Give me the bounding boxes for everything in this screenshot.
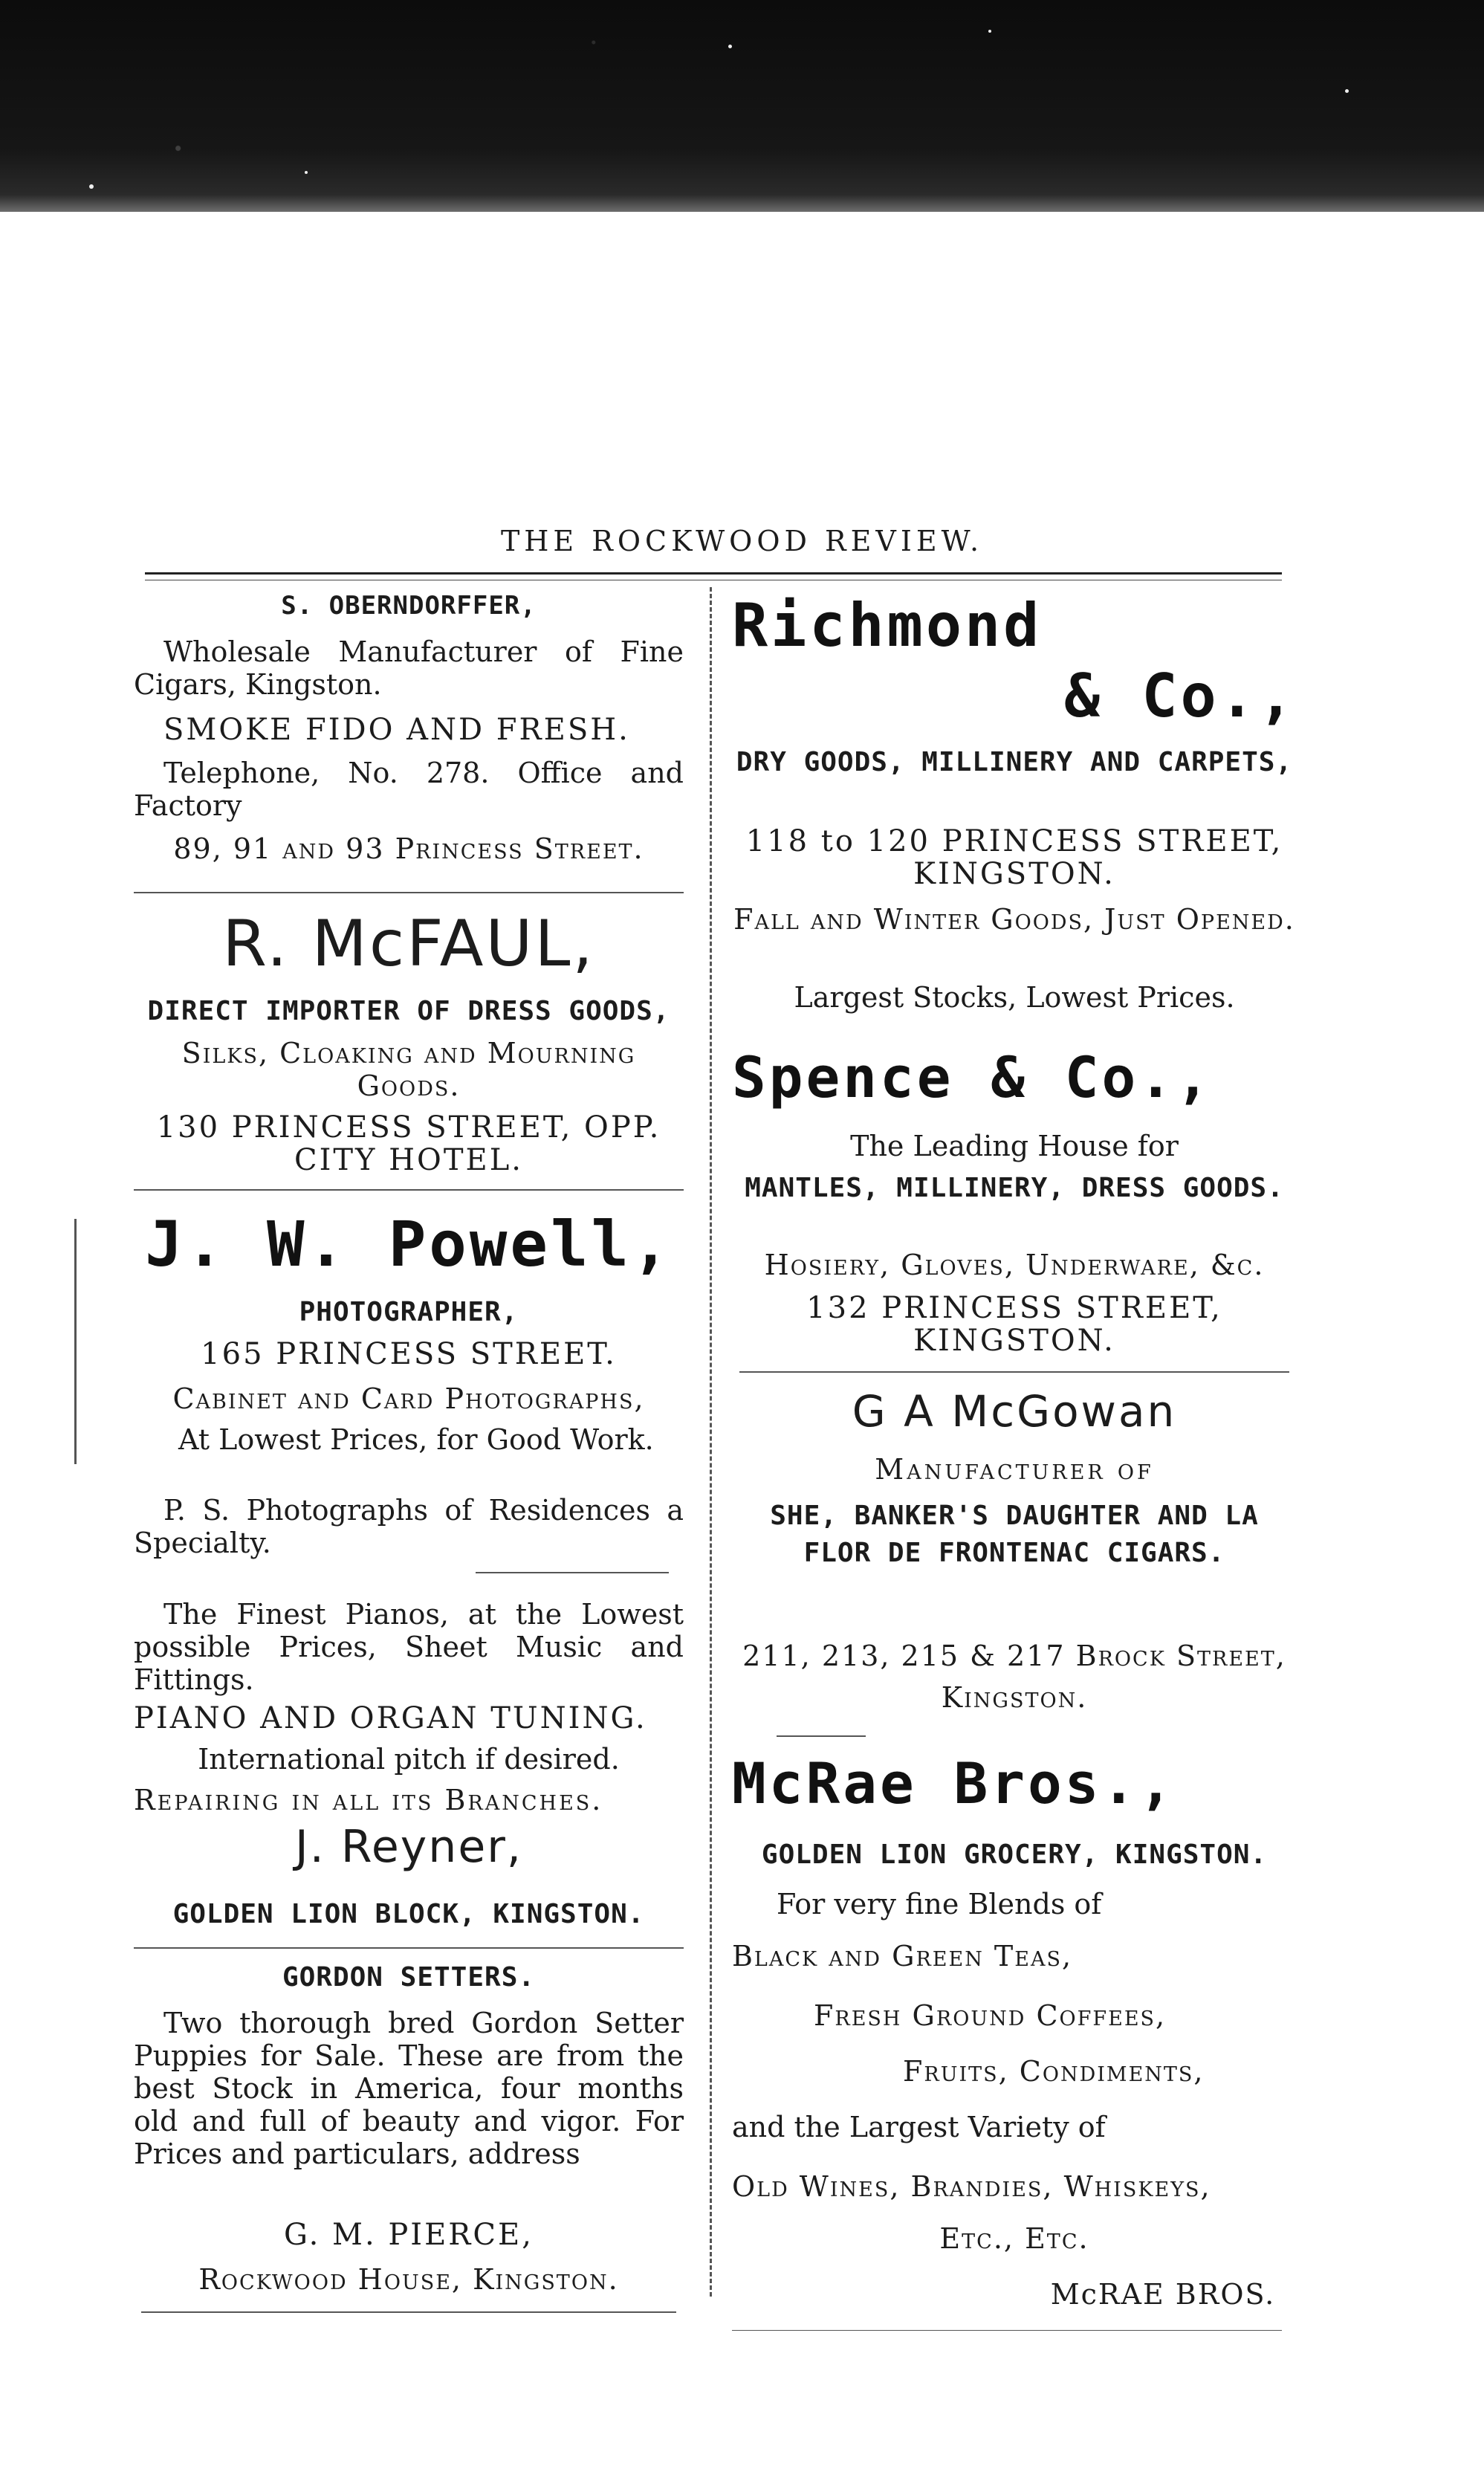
richmond-goods: DRY GOODS, MILLINERY AND CARPETS,	[736, 747, 1293, 777]
header-rule	[145, 572, 1282, 575]
divider	[134, 1189, 684, 1191]
mcrae-etc: Etc., Etc.	[939, 2222, 1089, 2255]
spence-mantles: MANTLES, MILLINERY, DRESS GOODS.	[745, 1173, 1284, 1203]
reyner-repairing: Repairing in all its Branches.	[134, 1784, 603, 1816]
powell-name: J. W. Powell,	[145, 1208, 673, 1281]
oberndorffer-brands: SMOKE FIDO AND FRESH.	[163, 713, 630, 747]
gordon-title: GORDON SETTERS.	[282, 1962, 536, 1993]
mcrae-name: McRae Bros.,	[732, 1750, 1176, 1816]
margin-mark	[74, 1219, 79, 1464]
scan-dark-band	[0, 0, 1484, 212]
mcrae-variety: and the Largest Variety of	[732, 2111, 1106, 2143]
richmond-name: Richmond	[732, 591, 1043, 660]
oberndorffer-telephone: Telephone, No. 278. Office and Factory	[134, 757, 684, 822]
mcrae-grocery: GOLDEN LION GROCERY, KINGSTON.	[761, 1839, 1268, 1870]
spence-hosiery: Hosiery, Gloves, Underware, &c.	[764, 1249, 1265, 1281]
column-divider	[710, 587, 714, 2297]
mcrae-blends: For very fine Blends of	[777, 1888, 1102, 1920]
oberndorffer-business: Wholesale Manufacturer of Fine Cigars, Kingston.	[134, 635, 684, 701]
spence-address: 132 PRINCESS STREET, KINGSTON.	[806, 1291, 1222, 1358]
powell-residences: P. S. Photographs of Residences a Specialty.	[134, 1494, 684, 1559]
scan-speck	[988, 30, 991, 33]
scan-speck	[305, 171, 308, 174]
mcfaul-goods: Silks, Cloaking and Mourning Goods.	[181, 1037, 636, 1102]
mcrae-fruits: Fruits, Condiments,	[903, 2055, 1205, 2088]
powell-photographer: PHOTOGRAPHER,	[299, 1297, 519, 1327]
mcgowan-address: 211, 213, 215 & 217 Brock Street, Kingston.	[742, 1640, 1286, 1714]
reyner-name: J. Reyner,	[295, 1821, 522, 1873]
spence-leading: The Leading House for	[850, 1130, 1179, 1162]
mcfaul-importer: DIRECT IMPORTER OF DRESS GOODS,	[147, 996, 670, 1026]
mcrae-wines: Old Wines, Brandies, Whiskeys,	[732, 2170, 1211, 2203]
richmond-stocks: Largest Stocks, Lowest Prices.	[794, 981, 1235, 1014]
richmond-co: & Co.,	[1064, 661, 1297, 731]
richmond-season: Fall and Winter Goods, Just Opened.	[733, 903, 1295, 936]
oberndorffer-name: S. OBERNDORFFER,	[281, 591, 537, 621]
reyner-block: GOLDEN LION BLOCK, KINGSTON.	[172, 1899, 645, 1929]
divider	[739, 1371, 1289, 1373]
divider	[777, 1735, 866, 1737]
scan-speck	[89, 184, 94, 189]
mcfaul-name: R. McFAUL,	[222, 907, 595, 981]
divider	[134, 892, 684, 893]
scan-speck	[1345, 89, 1349, 93]
divider	[732, 2330, 1282, 2331]
mcgowan-brands: SHE, BANKER'S DAUGHTER AND LA FLOR DE FRONTENAC CIGARS.	[770, 1501, 1259, 1568]
mcfaul-address: 130 PRINCESS STREET, OPP. CITY HOTEL.	[156, 1110, 661, 1177]
mcgowan-name: G A McGowan	[852, 1386, 1177, 1437]
mcrae-signature: McRAE BROS.	[1050, 2278, 1276, 2311]
mcgowan-manufacturer: Manufacturer of	[875, 1453, 1154, 1486]
running-head: THE ROCKWOOD REVIEW.	[500, 525, 984, 557]
divider	[476, 1572, 669, 1573]
mcrae-coffees: Fresh Ground Coffees,	[814, 1999, 1167, 2032]
reyner-tuning: PIANO AND ORGAN TUNING.	[134, 1701, 647, 1735]
gordon-body: Two thorough bred Gordon Setter Puppies for Sale. These are from the best Stock in America, four months old and full of beauty and vigor. For Prices and particulars, address	[134, 2007, 684, 2170]
reyner-pitch: International pitch if desired.	[198, 1743, 620, 1776]
gordon-name: G. M. PIERCE,	[284, 2218, 534, 2252]
richmond-address: 118 to 120 PRINCESS STREET, KINGSTON.	[745, 824, 1283, 891]
divider	[134, 1947, 684, 1949]
oberndorffer-address: 89, 91 and 93 Princess Street.	[173, 832, 644, 865]
powell-address: 165 PRINCESS STREET.	[201, 1337, 617, 1371]
mcrae-teas: Black and Green Teas,	[732, 1940, 1073, 1973]
reyner-pianos: The Finest Pianos, at the Lowest possible Prices, Sheet Music and Fittings.	[134, 1598, 684, 1696]
divider	[141, 2311, 676, 2313]
powell-prices: At Lowest Prices, for Good Work.	[178, 1423, 654, 1456]
spence-name: Spence & Co.,	[732, 1044, 1213, 1110]
scan-speck	[728, 45, 732, 48]
powell-cabinet: Cabinet and Card Photographs,	[172, 1382, 645, 1415]
gordon-address: Rockwood House, Kingston.	[198, 2263, 619, 2296]
